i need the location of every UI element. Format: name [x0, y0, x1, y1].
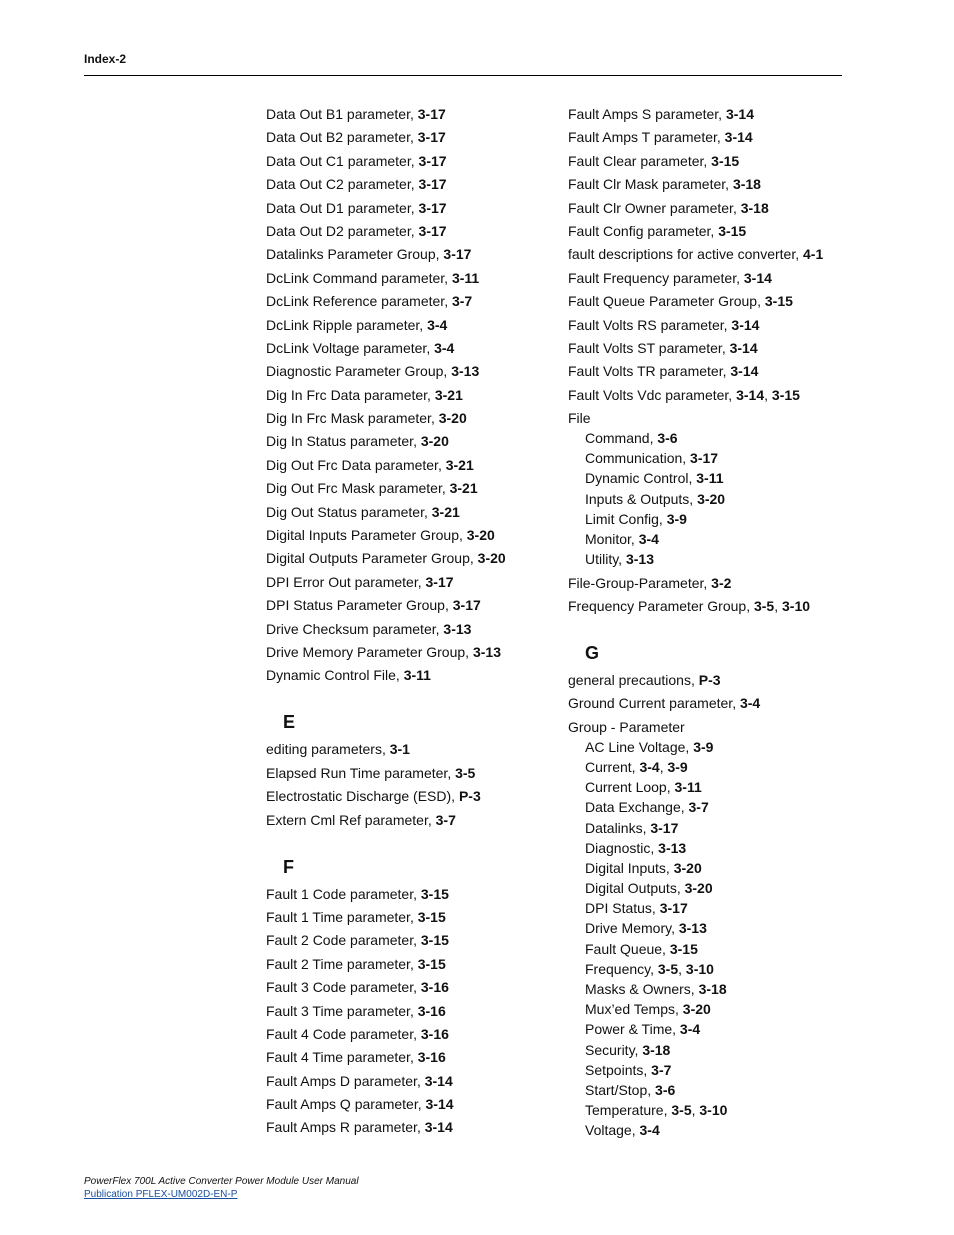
index-subentry [568, 511, 868, 528]
index-entry [266, 741, 556, 758]
index-entry [266, 480, 556, 497]
index-entry [266, 621, 556, 638]
index-term: Fault Queue Parameter Group, [568, 293, 765, 310]
index-entry [568, 153, 868, 170]
page-reference[interactable]: 3-7 [688, 799, 709, 816]
page-reference[interactable]: 3-17 [417, 106, 446, 122]
index-entry [568, 695, 868, 712]
index-subentry [568, 981, 868, 998]
index-entry [266, 106, 556, 123]
index-term: Fault 1 Code parameter, [266, 885, 421, 902]
index-subentry: Temperature, 3-5, 3-10 [585, 1102, 728, 1119]
index-term: Inputs & Outputs, [585, 490, 698, 507]
index-term: Mux’ed Temps, [585, 1001, 683, 1018]
index-term: Fault Amps D parameter, [266, 1072, 425, 1089]
index-term: Fault 4 Time parameter, [266, 1049, 418, 1066]
index-term: DPI Status, [585, 900, 660, 917]
index-entry [568, 200, 868, 217]
index-subentry [568, 779, 868, 796]
index-term: Voltage, [585, 1122, 640, 1139]
page-reference[interactable]: 3-7 [651, 1061, 672, 1078]
index-subentry [568, 1082, 868, 1099]
index-entry [266, 433, 556, 450]
page-reference[interactable]: 3-10 [699, 1102, 728, 1119]
index-entry [266, 956, 556, 973]
index-entry [266, 317, 556, 334]
index-subentry [568, 470, 868, 487]
index-subentry [568, 880, 868, 897]
page-reference[interactable]: 3-20 [673, 859, 702, 876]
index-entry [568, 575, 868, 592]
index-entry [266, 812, 556, 829]
index-term: DcLink Reference parameter, [266, 293, 452, 310]
page-reference[interactable]: 3-15 [771, 386, 800, 403]
index-subentry [568, 739, 868, 756]
index-term: Dig Out Frc Mask parameter, [266, 480, 450, 497]
page-reference[interactable]: 3-4 [638, 531, 659, 548]
index-term: Data Out C2 parameter, [266, 176, 419, 193]
index-term: Fault 2 Time parameter, [266, 955, 418, 972]
page-reference[interactable]: P-3 [458, 788, 481, 805]
index-subentry [568, 551, 868, 568]
index-term: Electrostatic Discharge (ESD), [266, 788, 459, 805]
index-term: Fault 1 Time parameter, [266, 908, 418, 925]
index-term: Digital Inputs, [585, 859, 674, 876]
index-entry [568, 363, 868, 380]
index-entry [266, 340, 556, 357]
page-reference[interactable]: 3-14 [730, 363, 759, 380]
index-term: Fault Clear parameter, [568, 152, 712, 169]
page-reference[interactable]: 3-17 [650, 819, 679, 836]
index-entry [568, 317, 868, 334]
index-term: Fault Volts TR parameter, [568, 363, 731, 380]
page-reference[interactable]: 3-13 [658, 839, 687, 856]
index-term: AC Line Voltage, [585, 738, 694, 755]
index-term: Data Out D2 parameter, [266, 222, 419, 239]
page-reference[interactable]: 3-9 [667, 758, 688, 775]
index-term: DPI Status Parameter Group, [266, 597, 453, 614]
page-reference[interactable]: 3-11 [674, 779, 702, 796]
page-reference[interactable]: 3-7 [451, 293, 473, 310]
page-reference[interactable]: 3-14 [743, 269, 772, 286]
page-reference[interactable]: 3-15 [417, 955, 446, 972]
footer-manual-title: PowerFlex 700L Active Converter Power Module User Manual [84, 1176, 359, 1187]
page-reference[interactable]: 3-20 [697, 490, 726, 507]
page-reference[interactable]: 3-5 [671, 1102, 692, 1119]
page-reference[interactable]: 3-13 [678, 920, 707, 937]
page-reference[interactable]: 3-14 [736, 386, 765, 403]
index-term: Dig In Frc Mask parameter, [266, 410, 439, 427]
page-reference[interactable]: 3-15 [669, 940, 698, 957]
page-reference[interactable]: 3-16 [420, 979, 449, 996]
page-reference[interactable]: 3-20 [438, 410, 467, 427]
page-reference[interactable]: 3-17 [417, 129, 446, 146]
index-term: Extern Cml Ref parameter, [266, 811, 436, 828]
page-reference[interactable]: 3-5 [455, 764, 476, 781]
index-entry [266, 644, 556, 661]
page-reference[interactable]: 3-13 [451, 363, 480, 380]
index-term: Fault Frequency parameter, [568, 269, 744, 286]
page-reference[interactable]: 3-17 [418, 199, 447, 216]
page-reference[interactable]: 3-21 [449, 480, 478, 497]
index-term: Command, [585, 430, 658, 447]
index-term: Utility, [585, 551, 626, 568]
index-entry [266, 293, 556, 310]
index-term: Data Out B1 parameter, [266, 106, 418, 122]
page-reference[interactable]: 3-14 [724, 129, 753, 146]
index-term: Setpoints, [585, 1061, 652, 1078]
index-term: Data Out D1 parameter, [266, 199, 419, 216]
index-subentry [568, 900, 868, 917]
index-term: Digital Outputs Parameter Group, [266, 550, 478, 567]
section-letter-e: E [283, 712, 296, 733]
index-subentry [568, 941, 868, 958]
page-reference[interactable]: 3-6 [655, 1081, 676, 1098]
page-reference[interactable]: 3-9 [666, 510, 687, 527]
index-term: Diagnostic Parameter Group, [266, 363, 452, 380]
page-reference[interactable]: 3-17 [418, 152, 447, 169]
index-term: Power & Time, [585, 1021, 680, 1038]
index-group-parameter: Group - Parameter [568, 718, 685, 735]
index-entry [568, 270, 868, 287]
index-term: Dynamic Control File, [266, 667, 404, 684]
index-entry [266, 176, 556, 193]
index-entry [568, 340, 868, 357]
index-entry [568, 176, 868, 193]
page-reference[interactable]: 3-14 [424, 1072, 453, 1089]
index-term: Fault Amps Q parameter, [266, 1096, 426, 1113]
index-entry [568, 672, 868, 689]
index-subentry [568, 1062, 868, 1079]
index-subentry: Frequency, 3-5, 3-10 [585, 960, 714, 977]
index-entry [266, 1049, 556, 1066]
page-reference[interactable]: 3-7 [435, 811, 456, 828]
index-term: File-Group-Parameter, [568, 574, 712, 591]
page-reference[interactable]: 3-5 [657, 960, 679, 977]
index-entry [266, 200, 556, 217]
page-reference[interactable]: 3-17 [452, 597, 481, 614]
index-term: Drive Memory Parameter Group, [266, 643, 473, 660]
index-subentry [568, 920, 868, 937]
index-term: general precautions, [568, 671, 699, 688]
page-reference[interactable]: 4-1 [803, 246, 824, 263]
index-term: Security, [585, 1041, 643, 1058]
page-reference[interactable]: 3-17 [659, 900, 688, 917]
page-reference[interactable]: 3-15 [764, 293, 793, 310]
page-reference[interactable]: 3-4 [679, 1021, 701, 1038]
page-reference[interactable]: 3-15 [718, 222, 747, 239]
index-entry: Frequency Parameter Group, 3-5, 3-10 [568, 597, 811, 614]
page-reference[interactable]: 3-17 [425, 573, 454, 590]
page-reference[interactable]: 3-13 [625, 551, 654, 568]
index-term: Fault Amps S parameter, [568, 106, 726, 122]
index-term: Temperature, [585, 1102, 672, 1119]
index-term: Digital Inputs Parameter Group, [266, 527, 467, 544]
page-reference[interactable]: 3-4 [434, 339, 455, 356]
index-term: Data Exchange, [585, 799, 689, 816]
index-term: Fault Volts ST parameter, [568, 339, 730, 356]
index-entry [266, 932, 556, 949]
index-term: Fault 3 Code parameter, [266, 979, 421, 996]
index-term: Datalinks, [585, 819, 651, 836]
page-reference[interactable]: 3-4 [639, 758, 660, 775]
index-entry [266, 550, 556, 567]
index-entry [266, 909, 556, 926]
page-reference[interactable]: 3-11 [403, 667, 431, 684]
index-entry [266, 1119, 556, 1136]
page-reference[interactable]: 3-17 [418, 222, 447, 239]
index-term: Limit Config, [585, 510, 667, 527]
index-entry [266, 504, 556, 521]
page-reference[interactable]: 3-15 [420, 932, 449, 949]
index-term: Fault 2 Code parameter, [266, 932, 421, 949]
index-entry [568, 293, 868, 310]
index-term: Dig In Frc Data parameter, [266, 386, 435, 403]
index-entry [266, 886, 556, 903]
page-reference[interactable]: 3-4 [739, 695, 761, 712]
page-reference[interactable]: 3-5 [753, 597, 775, 614]
index-entry [568, 106, 868, 123]
page-reference[interactable]: 3-14 [424, 1119, 453, 1136]
index-term: Data Out C1 parameter, [266, 152, 419, 169]
index-subentry [568, 430, 868, 447]
index-entry [568, 129, 868, 146]
index-subentry [568, 491, 868, 508]
index-entry [266, 387, 556, 404]
index-subentry: Current, 3-4, 3-9 [585, 758, 688, 775]
index-term: fault descriptions for active converter, [568, 246, 803, 263]
index-subentry [568, 1021, 868, 1038]
index-subentry [568, 820, 868, 837]
page-reference[interactable]: 3-16 [420, 1025, 449, 1042]
index-term: Fault 4 Code parameter, [266, 1025, 421, 1042]
page-reference[interactable]: 3-14 [731, 316, 760, 333]
footer-publication-link[interactable]: Publication PFLEX-UM002D-EN-P [84, 1189, 238, 1200]
page-reference[interactable]: 3-11 [696, 470, 724, 487]
index-entry [266, 788, 556, 805]
page-reference[interactable]: 3-2 [711, 574, 732, 591]
page-reference[interactable]: 3-20 [420, 433, 449, 450]
index-term: Elapsed Run Time parameter, [266, 764, 456, 781]
index-term: Current, [585, 758, 640, 775]
index-entry [266, 667, 556, 684]
page-reference[interactable]: 3-18 [732, 176, 761, 193]
page-reference[interactable]: 3-10 [685, 960, 714, 977]
index-term: Fault Queue, [585, 940, 670, 957]
index-subentry [568, 531, 868, 548]
index-entry: Fault Volts Vdc parameter, 3-14, 3-15 [568, 386, 800, 403]
page-reference[interactable]: 3-20 [684, 880, 713, 897]
page-reference[interactable]: 3-18 [642, 1041, 671, 1058]
page-reference[interactable]: 3-21 [434, 386, 463, 403]
index-term: Fault Clr Owner parameter, [568, 199, 741, 216]
index-term: DcLink Voltage parameter, [266, 339, 435, 356]
index-term: Fault Volts RS parameter, [568, 316, 732, 333]
page-reference[interactable]: 3-16 [417, 1002, 446, 1019]
index-term: Fault Amps R parameter, [266, 1119, 425, 1136]
page-reference[interactable]: 3-20 [466, 527, 495, 544]
page-reference[interactable]: 3-10 [782, 597, 811, 614]
page-reference[interactable]: 3-18 [698, 981, 727, 998]
index-entry [568, 223, 868, 240]
index-subentry [568, 1001, 868, 1018]
index-column-right [568, 106, 868, 1143]
page-reference[interactable]: 3-15 [420, 885, 449, 902]
index-term: Data Out B2 parameter, [266, 129, 418, 146]
index-entry [266, 1096, 556, 1113]
index-term: Fault Volts Vdc parameter, [568, 386, 737, 403]
index-term: Masks & Owners, [585, 981, 699, 998]
index-subentry [568, 799, 868, 816]
page-reference[interactable]: 3-21 [431, 503, 460, 520]
index-entry [266, 457, 556, 474]
index-term: Fault 3 Time parameter, [266, 1002, 418, 1019]
index-group-file: File [568, 410, 591, 427]
page-reference[interactable]: 3-15 [417, 908, 446, 925]
index-entry [266, 153, 556, 170]
page-reference[interactable]: 3-14 [725, 106, 754, 122]
page-reference[interactable]: 3-17 [690, 450, 719, 467]
section-letter-f: F [283, 856, 294, 877]
page-reference[interactable]: P-3 [698, 671, 721, 688]
page-reference[interactable]: 3-18 [740, 199, 769, 216]
page-reference[interactable]: 3-13 [472, 643, 501, 660]
index-term: Drive Memory, [585, 920, 679, 937]
index-term: Dig Out Frc Data parameter, [266, 456, 446, 473]
index-term: Communication, [585, 450, 691, 467]
index-entry [266, 129, 556, 146]
page-reference[interactable]: 3-21 [445, 456, 474, 473]
index-entry [266, 1026, 556, 1043]
page-reference[interactable]: 3-13 [443, 620, 472, 637]
index-subentry [568, 1122, 868, 1139]
page-reference[interactable]: 3-14 [729, 339, 758, 356]
index-term: Digital Outputs, [585, 880, 685, 897]
index-entry [266, 410, 556, 427]
page-reference[interactable]: 3-20 [477, 550, 506, 567]
page-reference[interactable]: 3-11 [451, 269, 480, 286]
index-term: Ground Current parameter, [568, 695, 740, 712]
index-term: DPI Error Out parameter, [266, 573, 426, 590]
index-term: editing parameters, [266, 741, 390, 758]
index-term: DcLink Ripple parameter, [266, 316, 428, 333]
index-subentry [568, 450, 868, 467]
index-term: Current Loop, [585, 779, 675, 796]
header-divider [84, 75, 842, 76]
page-reference[interactable]: 3-20 [682, 1001, 711, 1018]
page-reference[interactable]: 3-4 [427, 316, 448, 333]
index-term: Datalinks Parameter Group, [266, 246, 444, 263]
index-term: Drive Checksum parameter, [266, 620, 444, 637]
index-entry [568, 246, 868, 263]
index-entry [266, 1003, 556, 1020]
index-entry [266, 363, 556, 380]
index-subentry [568, 1042, 868, 1059]
index-term: Start/Stop, [585, 1081, 656, 1098]
index-subentry [568, 840, 868, 857]
page-reference[interactable]: 3-14 [425, 1096, 454, 1113]
page-reference[interactable]: 3-6 [657, 430, 678, 447]
section-letter-g: G [585, 642, 600, 663]
index-column-left [266, 106, 556, 1143]
page-reference[interactable]: 3-17 [443, 246, 472, 263]
index-entry [266, 574, 556, 591]
index-term: Dig Out Status parameter, [266, 503, 432, 520]
index-term: Frequency, [585, 960, 658, 977]
page-reference[interactable]: 3-16 [417, 1049, 446, 1066]
index-entry [266, 246, 556, 263]
page-reference[interactable]: 3-17 [418, 176, 447, 193]
index-term: Fault Config parameter, [568, 222, 719, 239]
index-term: Fault Amps T parameter, [568, 129, 725, 146]
page-reference[interactable]: 3-4 [639, 1122, 660, 1139]
index-term: Monitor, [585, 531, 639, 548]
index-term: Fault Clr Mask parameter, [568, 176, 733, 193]
index-entry [266, 765, 556, 782]
index-term: Diagnostic, [585, 839, 659, 856]
page-reference[interactable]: 3-15 [711, 152, 740, 169]
index-term: Frequency Parameter Group, [568, 597, 754, 614]
page-header-label: Index-2 [84, 52, 127, 66]
index-term: DcLink Command parameter, [266, 269, 452, 286]
page-reference[interactable]: 3-9 [693, 738, 714, 755]
index-entry [266, 597, 556, 614]
index-term: Dig In Status parameter, [266, 433, 421, 450]
index-entry [266, 270, 556, 287]
index-entry [266, 1073, 556, 1090]
index-subentry [568, 860, 868, 877]
index-entry [266, 223, 556, 240]
page-reference[interactable]: 3-1 [389, 741, 410, 758]
index-term: Dynamic Control, [585, 470, 697, 487]
index-entry [266, 979, 556, 996]
index-entry [266, 527, 556, 544]
